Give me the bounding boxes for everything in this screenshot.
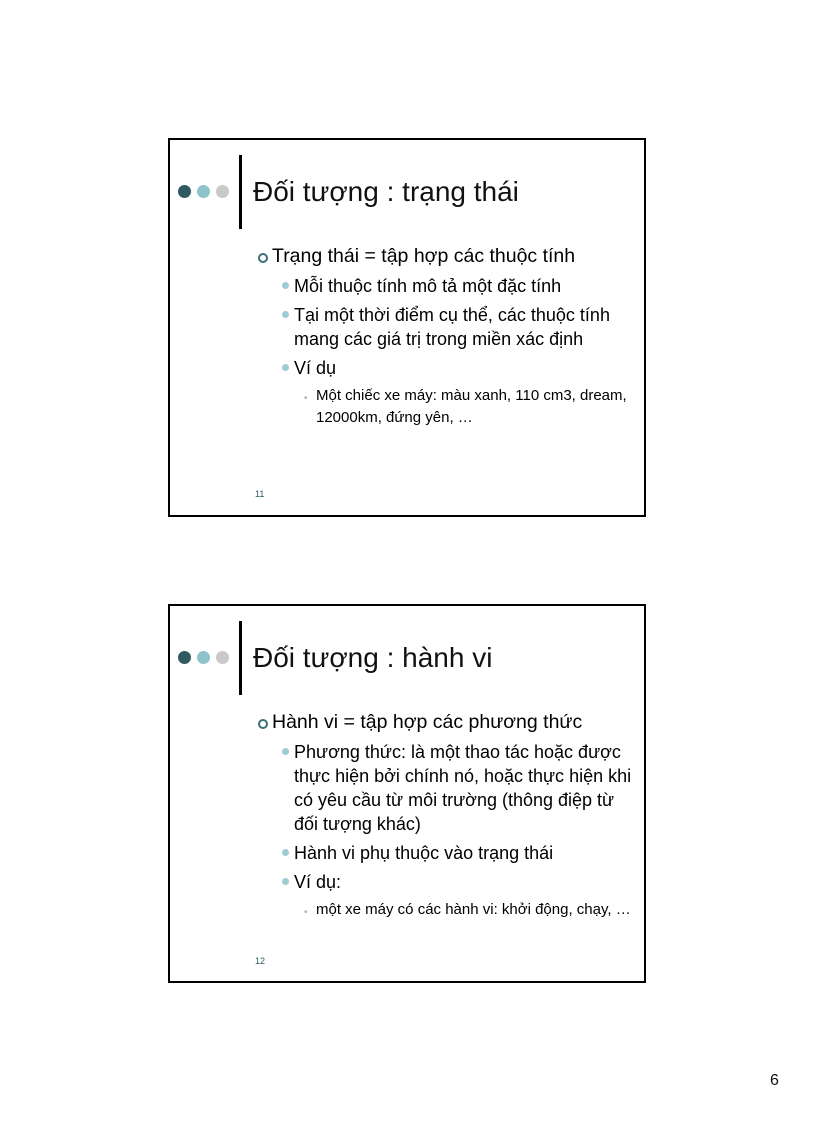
bullet-level-2 <box>282 841 638 865</box>
slide-content <box>258 710 638 925</box>
bullet-level-2 <box>282 740 638 836</box>
page-number: 6 <box>770 1072 779 1089</box>
dot-icon <box>216 651 229 664</box>
bullet-level-3 <box>304 899 638 921</box>
bullet-text: Mỗi thuộc tính mô tả một đặc tính <box>294 276 562 296</box>
dot-bullet-icon <box>282 282 289 289</box>
title-divider <box>239 621 242 695</box>
bullet-text: Tại một thời điểm cụ thể, các thuộc tính mang các giá trị trong miền xác định <box>294 305 610 349</box>
bullet-level-2 <box>282 274 638 298</box>
bullet-level-3 <box>304 385 638 429</box>
bullet-text: Phương thức: là một thao tác hoặc được thực hiện bởi chính nó, hoặc thực hiện khi có yêu cầu từ môi trường (thông điệp từ đối tượng khác) <box>294 742 632 834</box>
slide-title: Đối tượng : trạng thái <box>253 176 519 207</box>
bullet-level-2 <box>282 303 638 351</box>
bullet-level-1 <box>258 710 638 734</box>
dot-bullet-icon <box>282 748 289 755</box>
slide-number: 12 <box>255 956 266 966</box>
dot-bullet-icon <box>282 878 289 885</box>
bullet-level-1 <box>258 244 638 268</box>
slide-content <box>258 244 638 433</box>
ring-bullet-icon <box>258 719 268 729</box>
title-divider <box>239 155 242 229</box>
dot-bullet-icon <box>282 849 289 856</box>
bullet-text: Hành vi = tập hợp các phương thức <box>272 711 583 733</box>
bullet-level-2 <box>282 870 638 894</box>
bullet-text: Ví dụ: <box>294 872 342 892</box>
dot-icon <box>178 651 191 664</box>
arrow-bullet-icon: • <box>304 907 308 918</box>
dot-icon <box>197 651 210 664</box>
bullet-text: một xe máy có các hành vi: khởi động, chạy, … <box>316 901 631 918</box>
dot-icon <box>178 185 191 198</box>
ring-bullet-icon <box>258 253 268 263</box>
slide-title: Đối tượng : hành vi <box>253 642 493 673</box>
dot-bullet-icon <box>282 311 289 318</box>
slide-11 <box>168 138 646 517</box>
slide-12 <box>168 604 646 983</box>
bullet-text: Một chiếc xe máy: màu xanh, 110 cm3, dream, 12000km, đứng yên, … <box>316 387 627 426</box>
arrow-bullet-icon: • <box>304 393 308 404</box>
dot-bullet-icon <box>282 364 289 371</box>
bullet-text: Hành vi phụ thuộc vào trạng thái <box>294 843 554 863</box>
slide-number: 11 <box>255 489 265 499</box>
dot-icon <box>197 185 210 198</box>
dot-icon <box>216 185 229 198</box>
bullet-level-2 <box>282 356 638 380</box>
bullet-text: Trạng thái = tập hợp các thuộc tính <box>272 245 576 267</box>
bullet-text: Ví dụ <box>294 358 337 378</box>
